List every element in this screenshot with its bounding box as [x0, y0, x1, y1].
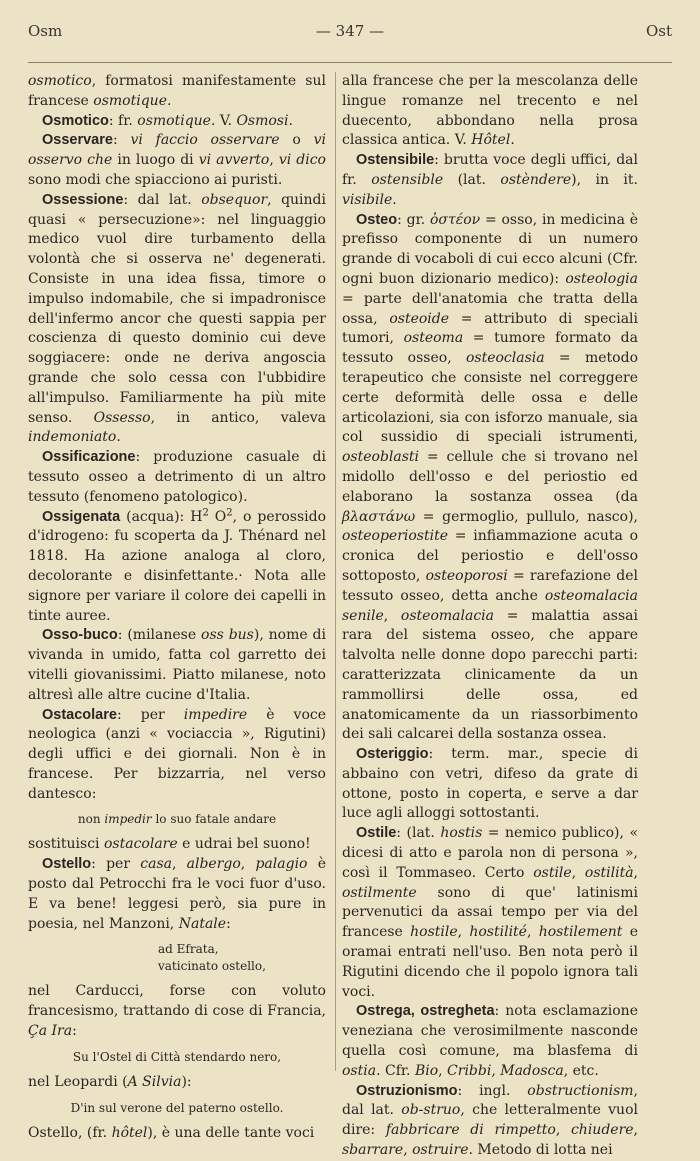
header-left-guide-word: Osm	[28, 22, 63, 40]
entry-headword: Ostello	[42, 856, 92, 873]
entry-definition: : per impedire è voce neologica (anzi « vociaccia », Rigutini) degli uffici e dei giornali. Non è in francese. Per bizzarria, nel verso dantesco:	[28, 706, 327, 802]
dictionary-entry	[28, 855, 326, 934]
right-column	[342, 72, 638, 1161]
entry-definition: : nota esclamazione veneziana che verosimilmente nasconde quella così comune, ma blasfema di ostia. Cfr. Bio, Cribbi, Madosca, etc.	[342, 1003, 638, 1079]
entry-headword: Ostensibile	[356, 152, 435, 169]
entry-definition: : (milanese oss bus), nome di vivanda in umido, fatta col garretto dei vitelli giovanissimi. Piatto milanese, noto altresì alle altre cucine d'Italia.	[28, 627, 326, 703]
entry-definition: : (lat. hostis = nemico publico), « dicesi di atto e parola non di persona », così il Tommaseo. Certo ostile, ostilità, ostilmente sono di que' latinismi pervenutici da assai tempo per via del francese hostile, hostilité, hostilement e oramai entrati nell'uso. Ben nota però il Rigutini dicendo che il popolo ignora tali voci.	[342, 825, 639, 1000]
entry-definition: : produzione casuale di tessuto osseo a detrimento di un altro tessuto (fenomeno patologico).	[28, 449, 326, 505]
entry-definition: : term. mar., specie di abbaino con vetri, difeso da grate di ottone, posto in coperta, e serve a dar luce agli alloggi sottostanti.	[342, 746, 638, 822]
entry-definition: : fr. osmotique. V. Osmosi.	[108, 112, 293, 129]
dictionary-entry	[342, 151, 638, 210]
paragraph: sostituisci ostacolare e udrai bel suono!	[28, 836, 311, 853]
paragraph: osmotico, formatosi manifestamente sul francese osmotique.	[28, 73, 326, 109]
entry-headword: Ostruzionismo	[356, 1082, 458, 1099]
dictionary-entry	[28, 508, 326, 627]
entry-definition: : dal lat. obsequor, quindi quasi « persecuzione»: nel linguaggio medico vuol dire turbamento della volontà che si osserva ne' degenerati. Consiste in una idea fissa, timore o impulso indomabile, che si impadronisce dell'infermo ancor che questi sappia per coscienza di questo dominio cui deve soggiacere: onde ne deriva angoscia grande che solo cessa con l'ubbidire all'impulso. Familiarmente ha più mite senso. Ossesso, in antico, valeva indemoniato.	[28, 191, 326, 446]
page-number: — 347 —	[315, 22, 385, 40]
entry-headword: Osteriggio	[356, 746, 429, 763]
header-rule	[28, 62, 672, 63]
left-column	[28, 72, 326, 1143]
entry-definition: : vi faccio osservare o vi osservo che in luogo di vi avverto, vi dico sono modi che spiacciono ai puristi.	[28, 132, 326, 188]
paragraph: Ostello, (fr. hôtel), è una delle tante voci	[28, 1124, 315, 1141]
entry-headword: Osservare	[42, 132, 113, 149]
dictionary-entry	[342, 824, 638, 1002]
verse-quotation: D'in sul verone del paterno ostello.	[70, 1100, 284, 1115]
dictionary-entry	[28, 448, 326, 507]
entry-headword: Ossessione	[42, 191, 124, 208]
entry-headword: Ostrega, ostregheta	[356, 1003, 495, 1020]
entry-definition: : ingl. obstructionism, dal lat. ob-struo, che letteralmente vuol dire: fabbricare di rimpetto, chiudere, sbarrare, ostruire. Metodo di lotta nei	[342, 1082, 638, 1159]
dictionary-entry	[28, 112, 326, 132]
entry-headword: Osmotico	[42, 112, 109, 129]
verse-quotation: Su l'Ostel di Città stendardo nero,	[72, 1049, 282, 1064]
entry-headword: Ostile	[356, 825, 397, 842]
entry-headword: Ostacolare	[42, 706, 117, 723]
paragraph: nel Carducci, forse con voluto francesismo, trattando di cose di Francia, Ça Ira:	[28, 983, 326, 1040]
dictionary-entry	[342, 211, 638, 746]
verse-quotation: ad Efrata, vaticinato ostello,	[158, 942, 266, 974]
entry-definition: : gr. ὀστέον = osso, in medicina è prefisso componente di un numero grande di vocaboli di cui ecco alcuni (Cfr. ogni buon dizionario medico): osteologia = parte dell'anatomia che tratta della ossa, osteoide = attributo di speciali tumori, osteoma = tumore formato da tessuto osseo, osteoclasia = metodo terapeutico che consiste nel correggere certe deformità delle ossa e delle articolazioni, sia con isforzo manuale, sia col sussidio di speciali istrumenti, osteoblasti = cellule che si trovano nel midollo dell'osso e del periostio ed elaborano la sostanza ossea (da βλαστάνω = germoglio, pullulo, nasco), osteoperiostite = infiammazione acuta o cronica del periostio e dell'osso sottoposto, osteoporosi = rarefazione del tessuto osseo, detta anche osteomalacia senile, osteomalacia = malattia assai rara del sistema osseo, che appare talvolta nelle donne dopo parecchi parti: caratterizzata clinicamente da un rammollirsi delle ossa, ed anatomicamente da un riassorbimento dei sali calcarei della sostanza ossea.	[342, 211, 639, 743]
dictionary-entry	[28, 626, 326, 705]
paragraph: alla francese che per la mescolanza delle lingue romanze nel trecento e nel duecento, abbondano nella prosa classica antica. V. Hôtel.	[342, 73, 638, 149]
entry-definition: : per casa, albergo, palagio è posto dal Petrocchi fra le voci fuor d'uso. E va bene! leggesi però, sia pure in poesia, nel Manzoni, Natale:	[28, 856, 326, 932]
dictionary-entry	[342, 1082, 638, 1161]
entry-definition: : brutta voce degli uffici, dal fr. ostensible (lat. ostèndere), in it. visibile.	[342, 152, 638, 208]
paragraph: nel Leopardi (A Silvia):	[28, 1073, 192, 1090]
entry-headword: Osso-buco	[42, 627, 118, 644]
entry-headword: Ossigenata	[42, 508, 121, 525]
entry-headword: Ossificazione	[42, 449, 136, 466]
entry-definition: (acqua): $H^2$ $O^2$, o perossido d'idrogeno: fu scoperta da J. Thénard nel 1818. Ha azione analoga al cloro, decolorante e disinfettante.· Nota alle signore per variare il colore dei capelli in tinte auree.	[28, 506, 327, 624]
column-divider	[335, 72, 336, 1071]
page-header	[28, 22, 672, 44]
dictionary-entry	[28, 706, 326, 805]
verse-quotation: non impedir lo suo fatale andare	[77, 812, 277, 827]
entry-headword: Osteo	[356, 211, 398, 228]
dictionary-entry	[28, 131, 326, 190]
dictionary-entry	[28, 191, 326, 448]
dictionary-entry	[342, 1002, 638, 1081]
header-right-guide-word: Ost	[645, 22, 672, 40]
dictionary-entry	[342, 745, 638, 824]
